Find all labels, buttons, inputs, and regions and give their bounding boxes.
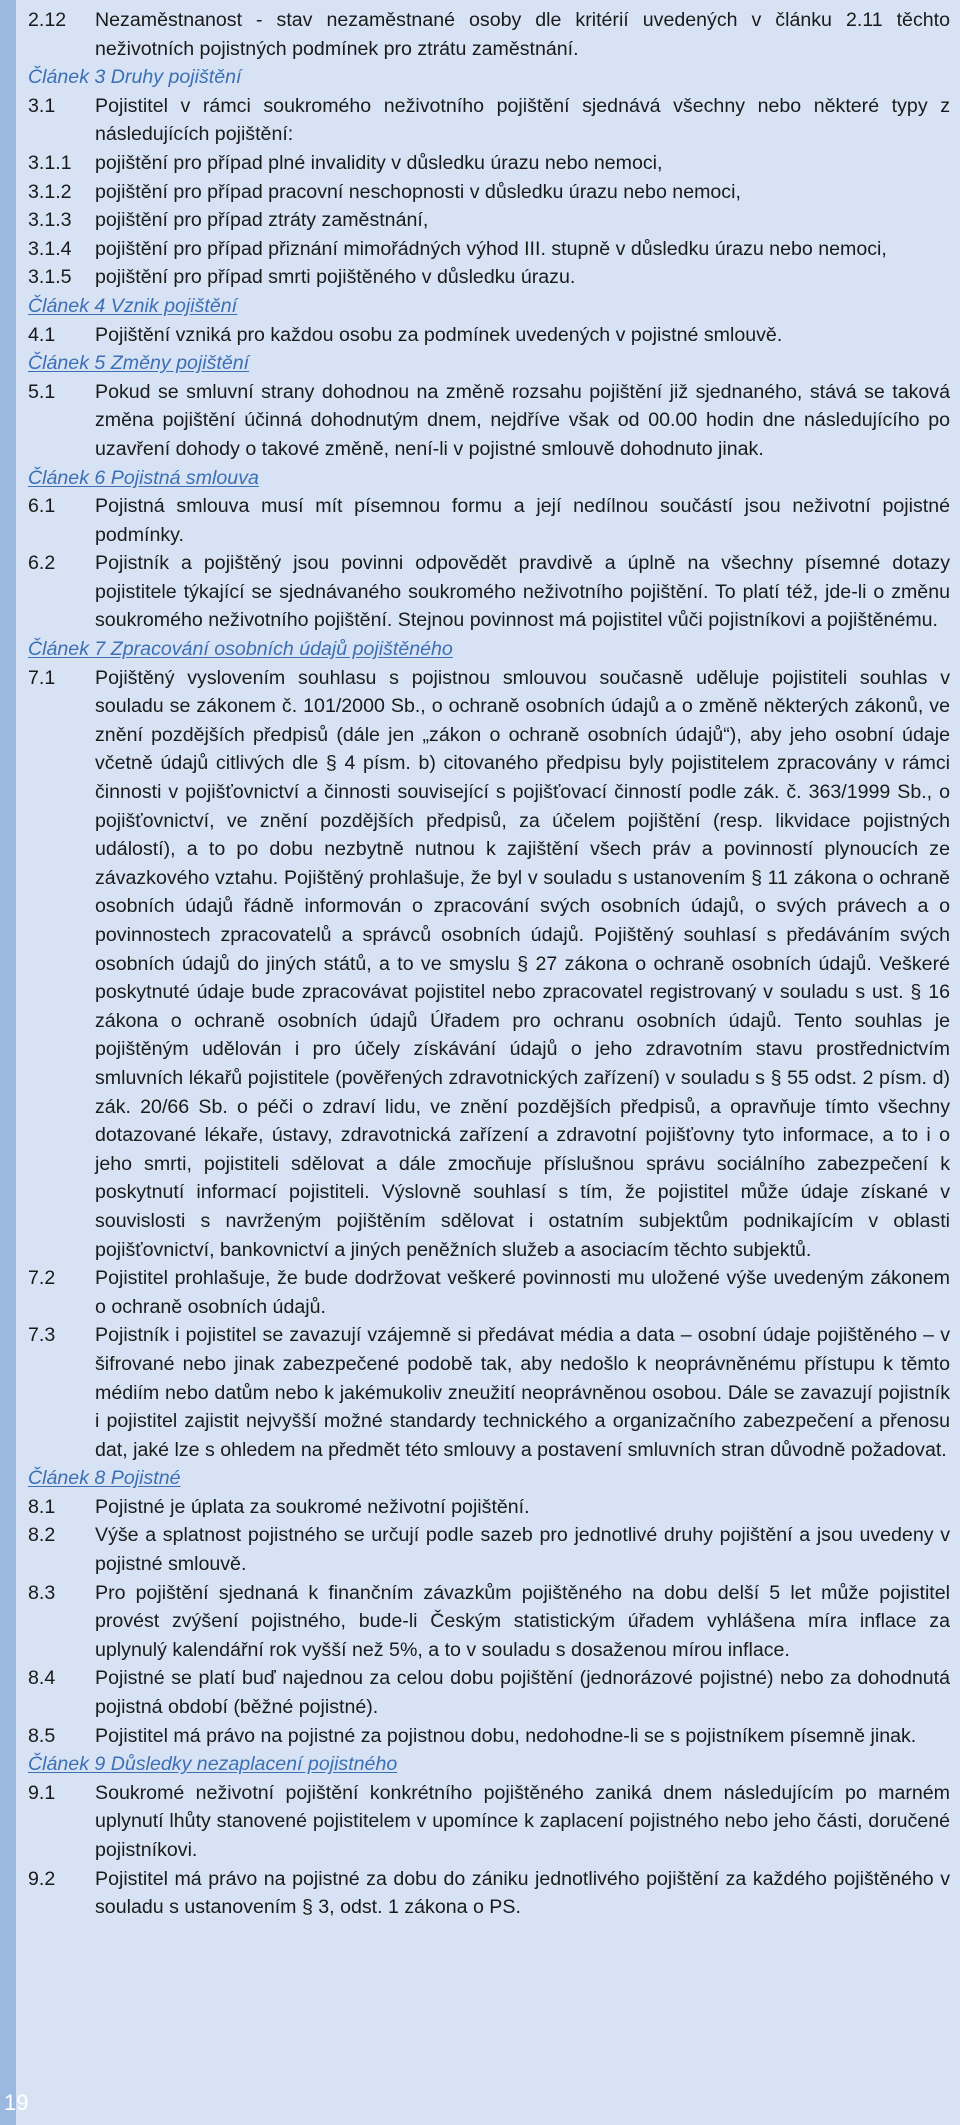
clause-text: pojištění pro případ přiznání mimořádných výhod III. stupně v důsledku úrazu nebo nemoci, <box>95 237 887 260</box>
clause-number: 6.2 <box>28 552 56 575</box>
clause-text: Pojistná smlouva musí mít písemnou formu a její nedílnou součástí jsou neživotní pojistné podmínky. <box>95 495 950 546</box>
clause-text: Pojistitel má právo na pojistné za pojistnou dobu, nedohodne-li se s pojistníkem písemně jinak. <box>95 1724 917 1747</box>
clause-number: 3.1.2 <box>28 180 72 203</box>
page-number: 19 <box>4 2090 29 2115</box>
clause-number: 7.2 <box>28 1267 56 1290</box>
clause-item <box>28 92 950 149</box>
clause-item <box>28 235 950 264</box>
clause-item <box>28 263 950 292</box>
clause-item <box>28 206 950 235</box>
clause-number: 4.1 <box>28 323 56 346</box>
article-heading: Článek 7 Zpracování osobních údajů pojištěného <box>28 638 453 661</box>
clause-text: Pojistné se platí buď najednou za celou dobu pojištění (jednorázové pojistné) nebo za dohodnutá pojistná období (běžné pojistné). <box>95 1667 950 1719</box>
clause-number: 5.1 <box>28 380 56 403</box>
clause-number: 2.12 <box>28 9 67 31</box>
clause-text: Pojistitel prohlašuje, že bude dodržovat veškeré povinnosti mu uložené výše uvedeným zákonem o ochraně osobních údajů. <box>95 1267 950 1318</box>
clause-text: Pojistitel má právo na pojistné za dobu do zániku jednotlivého pojištění za každého pojištěného v souladu s ustanovením § 3, odst. 1 zákona o PS. <box>95 1867 950 1919</box>
clause-item <box>28 1521 950 1578</box>
clause-number: 8.4 <box>28 1667 56 1690</box>
clause-text: Pojištění vzniká pro každou osobu za podmínek uvedených v pojistné smlouvě. <box>95 323 783 346</box>
document-body <box>28 6 950 1922</box>
clause-item <box>28 178 950 207</box>
clause-text: Výše a splatnost pojistného se určují podle sazeb pro jednotlivé druhy pojištění a jsou uvedeny v pojistné smlouvě. <box>95 1524 950 1576</box>
clause-number: 3.1.4 <box>28 237 72 260</box>
clause-number: 9.1 <box>28 1781 56 1804</box>
clause-item <box>28 1264 950 1321</box>
left-margin-bar <box>0 0 16 2125</box>
clause-item <box>28 1664 950 1721</box>
clause-item <box>28 492 950 549</box>
clause-number: 7.1 <box>28 666 56 689</box>
clause-text: pojištění pro případ ztráty zaměstnání, <box>95 209 429 232</box>
clause-number: 6.1 <box>28 495 56 518</box>
clause-item <box>28 1493 950 1522</box>
clause-number: 8.2 <box>28 1524 56 1547</box>
clause-number: 8.1 <box>28 1495 56 1518</box>
clause-item <box>28 1779 950 1865</box>
clause-text: pojištění pro případ plné invalidity v důsledku úrazu nebo nemoci, <box>95 151 663 174</box>
article-heading: Článek 8 Pojistné <box>28 1467 181 1490</box>
clause-number: 3.1.3 <box>28 209 72 232</box>
clause-number: 9.2 <box>28 1867 56 1890</box>
clause-item <box>28 1579 950 1665</box>
clause-text: Nezaměstnanost - stav nezaměstnané osoby dle kritérií uvedených v článku 2.11 těchto neživotních pojistných podmínek pro ztrátu zaměstnání. <box>95 9 950 60</box>
clause-item <box>28 1321 950 1464</box>
clause-text: Pro pojištění sjednaná k finančním závazkům pojištěného na dobu delší 5 let může pojistitel provést zvýšení pojistného, bude-li Českým statistickým úřadem vyhlášena míra inflace za uplynulý kalendářní rok vyšší než 5%, a to v souladu s dosaženou mírou inflace. <box>95 1581 950 1661</box>
clause-text: Soukromé neživotní pojištění konkrétního pojištěného zaniká dnem následujícím po marném uplynutí lhůty stanovené pojistitelem v upomínce k zaplacení pojistného nebo jeho části, doručené pojistníkovi. <box>95 1781 950 1861</box>
clause-number: 3.1 <box>28 94 56 117</box>
clause-item <box>28 149 950 178</box>
clause-item <box>28 1722 950 1751</box>
clause-number: 8.3 <box>28 1581 56 1604</box>
clause-number: 3.1.1 <box>28 151 72 174</box>
clause-text: Pojistník i pojistitel se zavazují vzájemně si předávat média a data – osobní údaje pojištěného – v šifrované nebo jinak zabezpečené podobě tak, aby nedošlo k neoprávněnému přístupu k těmto médiím nebo datům nebo k jakémukoliv zneužití neoprávněnou osobou. Dále se zavazují pojistník i pojistitel zajistit nejvyšší možné standardy technického a organizačního zabezpečení a přenosu dat, jaké lze s ohledem na předmět této smlouvy a postavení smluvních stran důvodně požadovat. <box>95 1324 950 1461</box>
clause-text: pojištění pro případ pracovní neschopnosti v důsledku úrazu nebo nemoci, <box>95 180 741 203</box>
clause-item <box>28 378 950 464</box>
clause-item <box>28 6 950 63</box>
article-heading: Článek 3 Druhy pojištění <box>28 66 242 89</box>
clause-text: Pojištěný vyslovením souhlasu s pojistnou smlouvou současně uděluje pojistiteli souhlas v souladu se zákonem č. 101/2000 Sb., o ochraně osobních údajů a o změně některých zákonů, ve znění pozdějších předpisů (dále jen „zákon o ochraně osobních údajů“), aby jeho osobní údaje včetně údajů citlivých dle § 4 písm. b) citovaného předpisu byly pojistitelem zpracovány v rámci činnosti v pojišťovnictví a činnosti související s pojišťovací činností podle zák. č. 363/1999 Sb., o pojišťovnictví, ve znění pozdějších předpisů, za účelem pojištění (resp. likvidace pojistných událostí), a to po dobu nezbytně nutnou k zajištění všech práv a povinností plynoucích ze závazkového vztahu. Pojištěný prohlašuje, že byl v souladu s ustanovením § 11 zákona o ochraně osobních údajů řádně informován o zpracování svých osobních údajů, o svých právech a o povinnostech zpracovatelů a správců osobních údajů. Pojištěný souhlasí s předáváním svých osobních údajů do jiných států, a to ve smyslu § 27 zákona o ochraně osobních údajů. Veškeré poskytnuté údaje bude zpracovávat pojistitel nebo zpracovatel registrovaný v souladu s ust. § 16 zákona o ochraně osobních údajů Úřadem pro ochranu osobních údajů. Tento souhlas je pojištěným udělován i pro účely získávání údajů o jeho zdravotním stavu prostřednictvím smluvních lékařů pojistitele (pověřených zdravotnických zařízení) v souladu s § 55 odst. 2 písm. d) zák. 20/66 Sb. o péči o zdraví lidu, ve znění pozdějších předpisů, a opravňuje tímto všechny dotazované lékaře, ústavy, zdravotnická zařízení a zdravotní pojišťovny tyto informace, a to i o jeho smrti, pojistiteli sdělovat a dále zmocňuje příslušnou správu sociálního zabezpečení k poskytnutí informací pojistiteli. Výslovně souhlasí s tím, že pojistitel může údaje získané v souvislosti s navrženým pojištěním sdělovat i ostatním subjektům podnikajícím v oblasti pojišťovnictví, bankovnictví a jiných peněžních služeb a asociacím těchto subjektů. <box>95 666 950 1261</box>
clause-text: pojištění pro případ smrti pojištěného v důsledku úrazu. <box>95 266 576 289</box>
clause-text: Pojistitel v rámci soukromého neživotního pojištění sjednává všechny nebo některé typy z následujících pojištění: <box>95 94 950 146</box>
clause-item <box>28 549 950 635</box>
article-heading: Článek 9 Důsledky nezaplacení pojistného <box>28 1753 398 1776</box>
clause-number: 7.3 <box>28 1324 56 1347</box>
clause-item <box>28 664 950 1264</box>
clause-text: Pojistné je úplata za soukromé neživotní pojištění. <box>95 1495 530 1518</box>
clause-item <box>28 1865 950 1922</box>
clause-item <box>28 321 950 350</box>
clause-text: Pojistník a pojištěný jsou povinni odpovědět pravdivě a úplně na všechny písemné dotazy pojistitele týkající se sjednávaného soukromého neživotního pojištění. To platí též, jde-li o změnu soukromého neživotního pojištění. Stejnou povinnost má pojistitel vůči pojistníkovi a pojištěnému. <box>95 552 950 632</box>
article-heading: Článek 5 Změny pojištění <box>28 352 250 375</box>
clause-text: Pokud se smluvní strany dohodnou na změně rozsahu pojištění již sjednaného, stává se taková změna pojištění účinná dohodnutým dnem, nejdříve však od 00.00 hodin dne následujícího po uzavření dohody o takové změně, není-li v pojistné smlouvě dohodnuto jinak. <box>95 380 950 460</box>
clause-number: 8.5 <box>28 1724 56 1747</box>
clause-number: 3.1.5 <box>28 266 72 289</box>
article-heading: Článek 6 Pojistná smlouva <box>28 466 259 489</box>
article-heading: Článek 4 Vznik pojištění <box>28 294 238 317</box>
